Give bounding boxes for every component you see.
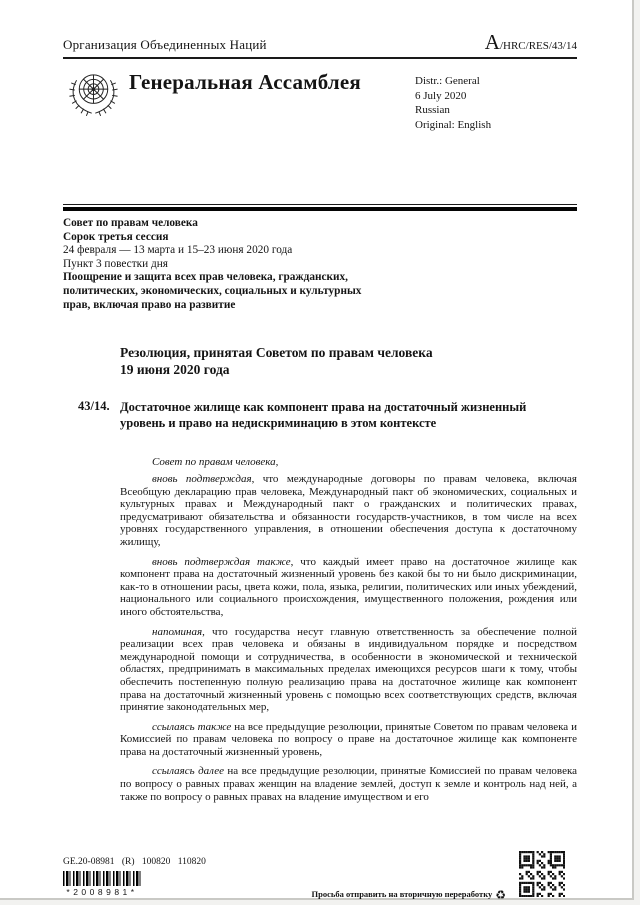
- recycle-icon: ♻: [495, 888, 506, 902]
- paragraph-lead: ссылаясь также: [152, 720, 232, 733]
- paragraph-text: , что государства несут главную ответственность за обеспечение полной реализации всех прав человека и обязаны в индивидуальном порядке и посредством международной помощи и сотрудничества, в особенности в экономической и технической областях, предпринимать в максимальных пределах имеющихся ресурсов шаги к тому, чтобы обеспечить постепенную полную реализацию права на достаточное жилище как компонент права на достаточный жизненный уровень с помощью всех соответствующих средств, включая принятие законодательных мер,: [120, 625, 577, 714]
- paragraph-text: , что каждый имеет право на достаточное жилище как компонент права на достаточный жизненный уровень без какой бы то ни было дискриминации, как-то в отношении расы, цвета кожи, пола, языка, религии, политических или иных убеждений, национального или социального происхождения, имущественного положения, рождения или иного обстоятельства,: [120, 555, 577, 618]
- paragraph-lead: ссылаясь далее: [152, 765, 224, 778]
- document-symbol-big: A: [484, 30, 500, 54]
- resolution-heading-line1: Резолюция, принятая Советом по правам человека: [120, 345, 433, 360]
- council-name: Совет по правам человека: [63, 217, 198, 229]
- un-emblem-icon: [65, 66, 122, 123]
- resolution-subject: Достаточное жилище как компонент права на достаточный жизненный уровень и право на недискриминацию в этом контексте: [120, 400, 527, 430]
- document-symbol-small: /HRC/RES/43/14: [499, 40, 577, 52]
- resolution-heading-line2: 19 июня 2020 года: [120, 362, 230, 377]
- session-name: Сорок третья сессия: [63, 230, 169, 243]
- barcode-bars-icon: [63, 871, 141, 886]
- paragraph-text: на все предыдущие резолюции, принятые Советом по правам человека и Комиссией по правам человека по вопросу о праве на достаточное жилище как компоненте права на достаточный жизненный уровень,: [120, 720, 577, 758]
- document-reference: GE.20-08981 (R) 100820 110820: [63, 857, 206, 867]
- resolution-paragraph: [120, 721, 577, 759]
- resolution-paragraph: [120, 473, 577, 549]
- original-language-line: Original: English: [415, 118, 492, 131]
- masthead-rule-thick: [63, 207, 577, 211]
- document-symbol: [485, 30, 577, 55]
- resolution-paragraph: [120, 765, 577, 803]
- qr-code: [519, 851, 566, 898]
- document-header: [63, 30, 577, 55]
- barcode: [63, 871, 141, 897]
- masthead-rule-thin: [63, 204, 577, 205]
- date-line: 6 July 2020: [415, 89, 467, 102]
- assembly-title: Генеральная Ассамблея: [129, 70, 361, 94]
- distribution-info: [415, 74, 491, 132]
- resolution-opening: Совет по правам человека,: [152, 456, 279, 468]
- masthead: [63, 63, 577, 193]
- distr-line: Distr.: General: [415, 75, 480, 87]
- agenda-item: Пункт 3 повестки дня: [63, 257, 168, 270]
- resolution-number: 43/14.: [78, 399, 110, 413]
- language-line: Russian: [415, 104, 450, 117]
- agenda-title: Поощрение и защита всех прав человека, гражданских, политических, экономических, социальных и культурных прав, включая право на развитие: [63, 271, 362, 311]
- barcode-label: *2008981*: [66, 887, 138, 897]
- paragraph-text: , что международные договоры по правам человека, включая Всеобщую декларацию прав человека, Международный пакт об экономических, социальных и культурных правах и Международный пакт о гражданских и политических правах, предусматривают обязательства и обязанности государств-участников, в том числе на всех уровнях государственного управления, в отношении обеспечения доступа к достаточному жилищу,: [120, 473, 577, 548]
- paragraph-lead: вновь подтверждая: [152, 473, 252, 485]
- recycle-text: Просьба отправить на вторичную переработку: [311, 889, 493, 899]
- masthead-rule: [63, 204, 577, 211]
- paragraph-lead: вновь подтверждая также: [152, 555, 291, 568]
- session-dates: 24 февраля — 13 марта и 15–23 июня 2020 года: [63, 244, 293, 257]
- header-rule: [63, 57, 577, 59]
- resolution-paragraph: [120, 556, 577, 619]
- resolution-paragraph: [120, 626, 577, 714]
- org-name: Организация Объединенных Наций: [63, 37, 267, 52]
- paragraph-lead: напоминая: [152, 625, 203, 638]
- session-block: [63, 217, 383, 312]
- resolution-heading: [120, 344, 540, 378]
- paragraph-text: на все предыдущие резолюции, принятые Комиссией по правам человека по вопросу о равных правах женщин на владение землей, доступ к земле и контроль над ней, а также по вопросу о равных правах на владение имуществом и его: [120, 765, 578, 803]
- resolution-body: [120, 473, 577, 810]
- recycle-note: [312, 888, 507, 903]
